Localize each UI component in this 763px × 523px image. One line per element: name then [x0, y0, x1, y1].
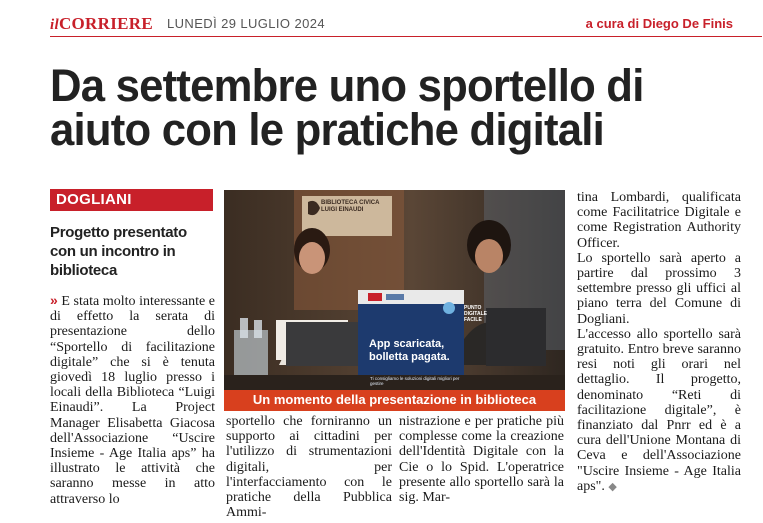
column-4-paragraph-1: tina Lombardi, qualificata come Facilitatrice Digitale e come Registration Authority Officer.: [577, 190, 741, 251]
header-rule: [50, 36, 762, 37]
column-4-paragraph-3: L'accesso allo sportello sarà gratuito. Entro breve saranno resi noti gli orari nel dettaglio. Il progetto, denominato “Reti di facilitazione digitale”, è finanziato dal Pnrr ed è a cura dell'Unione Montana di Ceva e dell'Associazione "Uscire Insieme - Age Italia aps".: [577, 326, 741, 494]
text-column-2: [226, 414, 392, 520]
end-mark: ◆: [608, 480, 617, 493]
text-column-3: [399, 414, 564, 505]
article-headline: Da settembre uno sportello di aiuto con le pratiche digitali: [50, 60, 644, 155]
text-column-1: [50, 293, 215, 507]
banner-small-text: Ti consigliamo le soluzioni digitali migliori per gestire: [370, 376, 460, 386]
column-1-text: E stata molto interessante e di effetto la serata di presentazione dello “Sportello di facilitazione digitale” che si è tenuta giovedì 18 luglio presso i locali della Biblioteca “Luigi Einaudi”. La Project Manager Elisabetta Giacosa dell'Associazione “Uscire Insieme - Age Italia aps” ha illustrato le attività che saranno messe in atto attraverso lo: [50, 294, 215, 507]
curator-credit: a cura di Diego De Finis: [585, 16, 733, 31]
page-header: [0, 0, 763, 40]
logo-name: CORRIERE: [58, 14, 153, 33]
text-column-4: [577, 190, 741, 495]
library-sign-text: BIBLIOTECA CIVICA LUIGI EINAUDI: [321, 200, 380, 213]
banner-brand-text: PUNTO DIGITALE FACILE: [464, 305, 487, 323]
article-subhead: Progetto presentato con un incontro in biblioteca: [50, 224, 187, 279]
issue-date: LUNEDÌ 29 LUGLIO 2024: [167, 16, 325, 31]
photo-caption: Un momento della presentazione in biblioteca: [252, 392, 537, 407]
section-label: DOGLIANI: [56, 191, 132, 208]
logo-prefix: il: [50, 17, 59, 33]
column-4-paragraph-2: Lo sportello sarà aperto a partire dal prossimo 3 settembre presso gli uffici al piano terra del Comune di Dogliani.: [577, 250, 741, 327]
photo-caption-bar: [224, 390, 565, 411]
column-2-text: sportello che forniranno un supporto ai cittadini per l'utilizzo di strumentazioni digitali, per l'interfacciamento con le pratiche della Pubblica Ammi-: [226, 414, 392, 521]
newspaper-logo: [50, 14, 153, 34]
lead-marker: »: [50, 292, 58, 308]
column-3-text: nistrazione e per pratiche più complesse come la creazione dell'Identità Digitale con la Cie o lo Spid. L'operatrice presente allo sportello sarà la sig. Mar-: [399, 414, 564, 506]
article-photo: [224, 190, 565, 411]
section-tag: [50, 189, 213, 211]
banner-headline: App scaricata, bolletta pagata.: [369, 338, 450, 363]
